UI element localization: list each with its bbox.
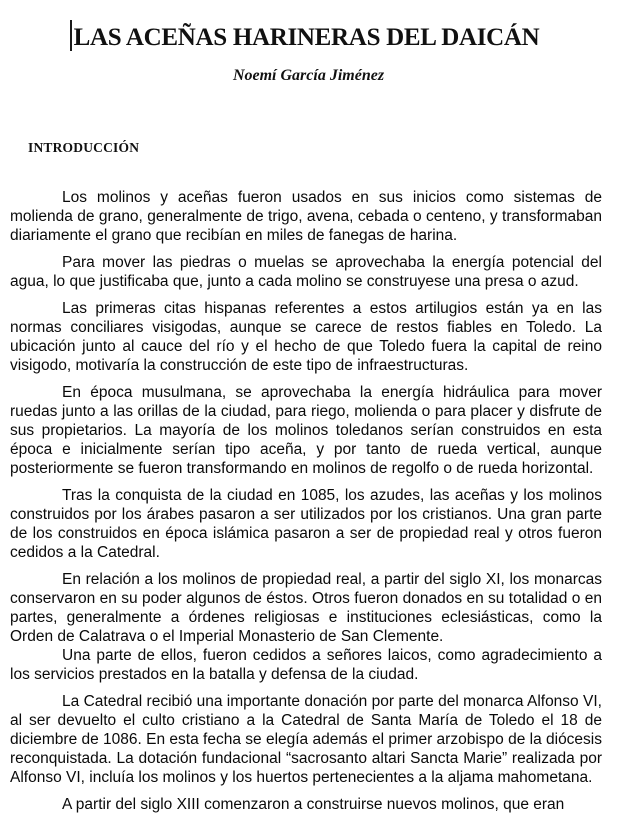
paragraph-4: En época musulmana, se aprovechaba la energía hidráulica para mover ruedas junto a las orillas de la ciudad, para riego, molienda o para placer y disfrute de sus propietarios. La mayoría de los molinos toledanos serían construidos en esta época e inicialmente serían tipo aceña, y por tanto de rueda vertical, aunque posteriormente se fueron transformando en molinos de regolfo o de rueda horizontal. <box>10 384 602 477</box>
document-title-text: LAS ACEÑAS HARINERAS DEL DAICÁN <box>73 24 540 51</box>
paragraph-1: Los molinos y aceñas fueron usados en sus inicios como sistemas de molienda de grano, generalmente de trigo, avena, cebada o centeno, y transformaban diariamente el grano que recibían en miles de fanegas de harina. <box>10 189 602 244</box>
document-page <box>0 20 617 820</box>
paragraph-2: Para mover las piedras o muelas se aprovechaba la energía potencial del agua, lo que justificaba que, junto a cada molino se construyese una presa o azud. <box>10 254 602 290</box>
body-text <box>10 188 602 814</box>
text-cursor <box>70 20 72 51</box>
paragraph-8: La Catedral recibió una importante donación por parte del monarca Alfonso VI, al ser devuelto el culto cristiano a la Catedral de Santa María de Toledo el 18 de diciembre de 1086. En esta fecha se elegía además el primer arzobispo de la diócesis reconquistada. La dotación fundacional “sacrosanto altari Sancta Marie” realizada por Alfonso VI, incluía los molinos y los huertos pertenecientes a la aljama mahometana. <box>10 693 602 786</box>
paragraph-6: En relación a los molinos de propiedad real, a partir del siglo XI, los monarcas conservaron en su poder algunos de éstos. Otros fueron donados en su totalidad o en partes, generalmente a órdenes religiosas e instituciones eclesiásticas, como la Orden de Calatrava o el Imperial Monasterio de San Clemente. <box>10 571 602 645</box>
paragraph-3: Las primeras citas hispanas referentes a estos artilugios están ya en las normas conciliares visigodas, aunque se carece de restos fiables en Toledo. La ubicación junto al cauce del río y el hecho de que Toledo fuera la capital de reino visigodo, motivaría la construcción de este tipo de infraestructuras. <box>10 300 602 374</box>
paragraph-7: Una parte de ellos, fueron cedidos a señores laicos, como agradecimiento a los servicios prestados en la batalla y defensa de la ciudad. <box>10 647 602 683</box>
section-heading-introduccion: INTRODUCCIÓN <box>28 140 140 155</box>
author-byline: Noemí García Jiménez <box>232 67 385 84</box>
paragraph-9-clipped: A partir del siglo XIII comenzaron a construirse nuevos molinos, que eran <box>62 796 565 813</box>
paragraph-5: Tras la conquista de la ciudad en 1085, los azudes, las aceñas y los molinos construidos por los árabes pasaron a ser utilizados por los cristianos. Una gran parte de los construidos en época islámica pasaron a ser de propiedad real y otros fueron cedidos a la Catedral. <box>10 487 602 561</box>
document-title <box>0 20 609 54</box>
